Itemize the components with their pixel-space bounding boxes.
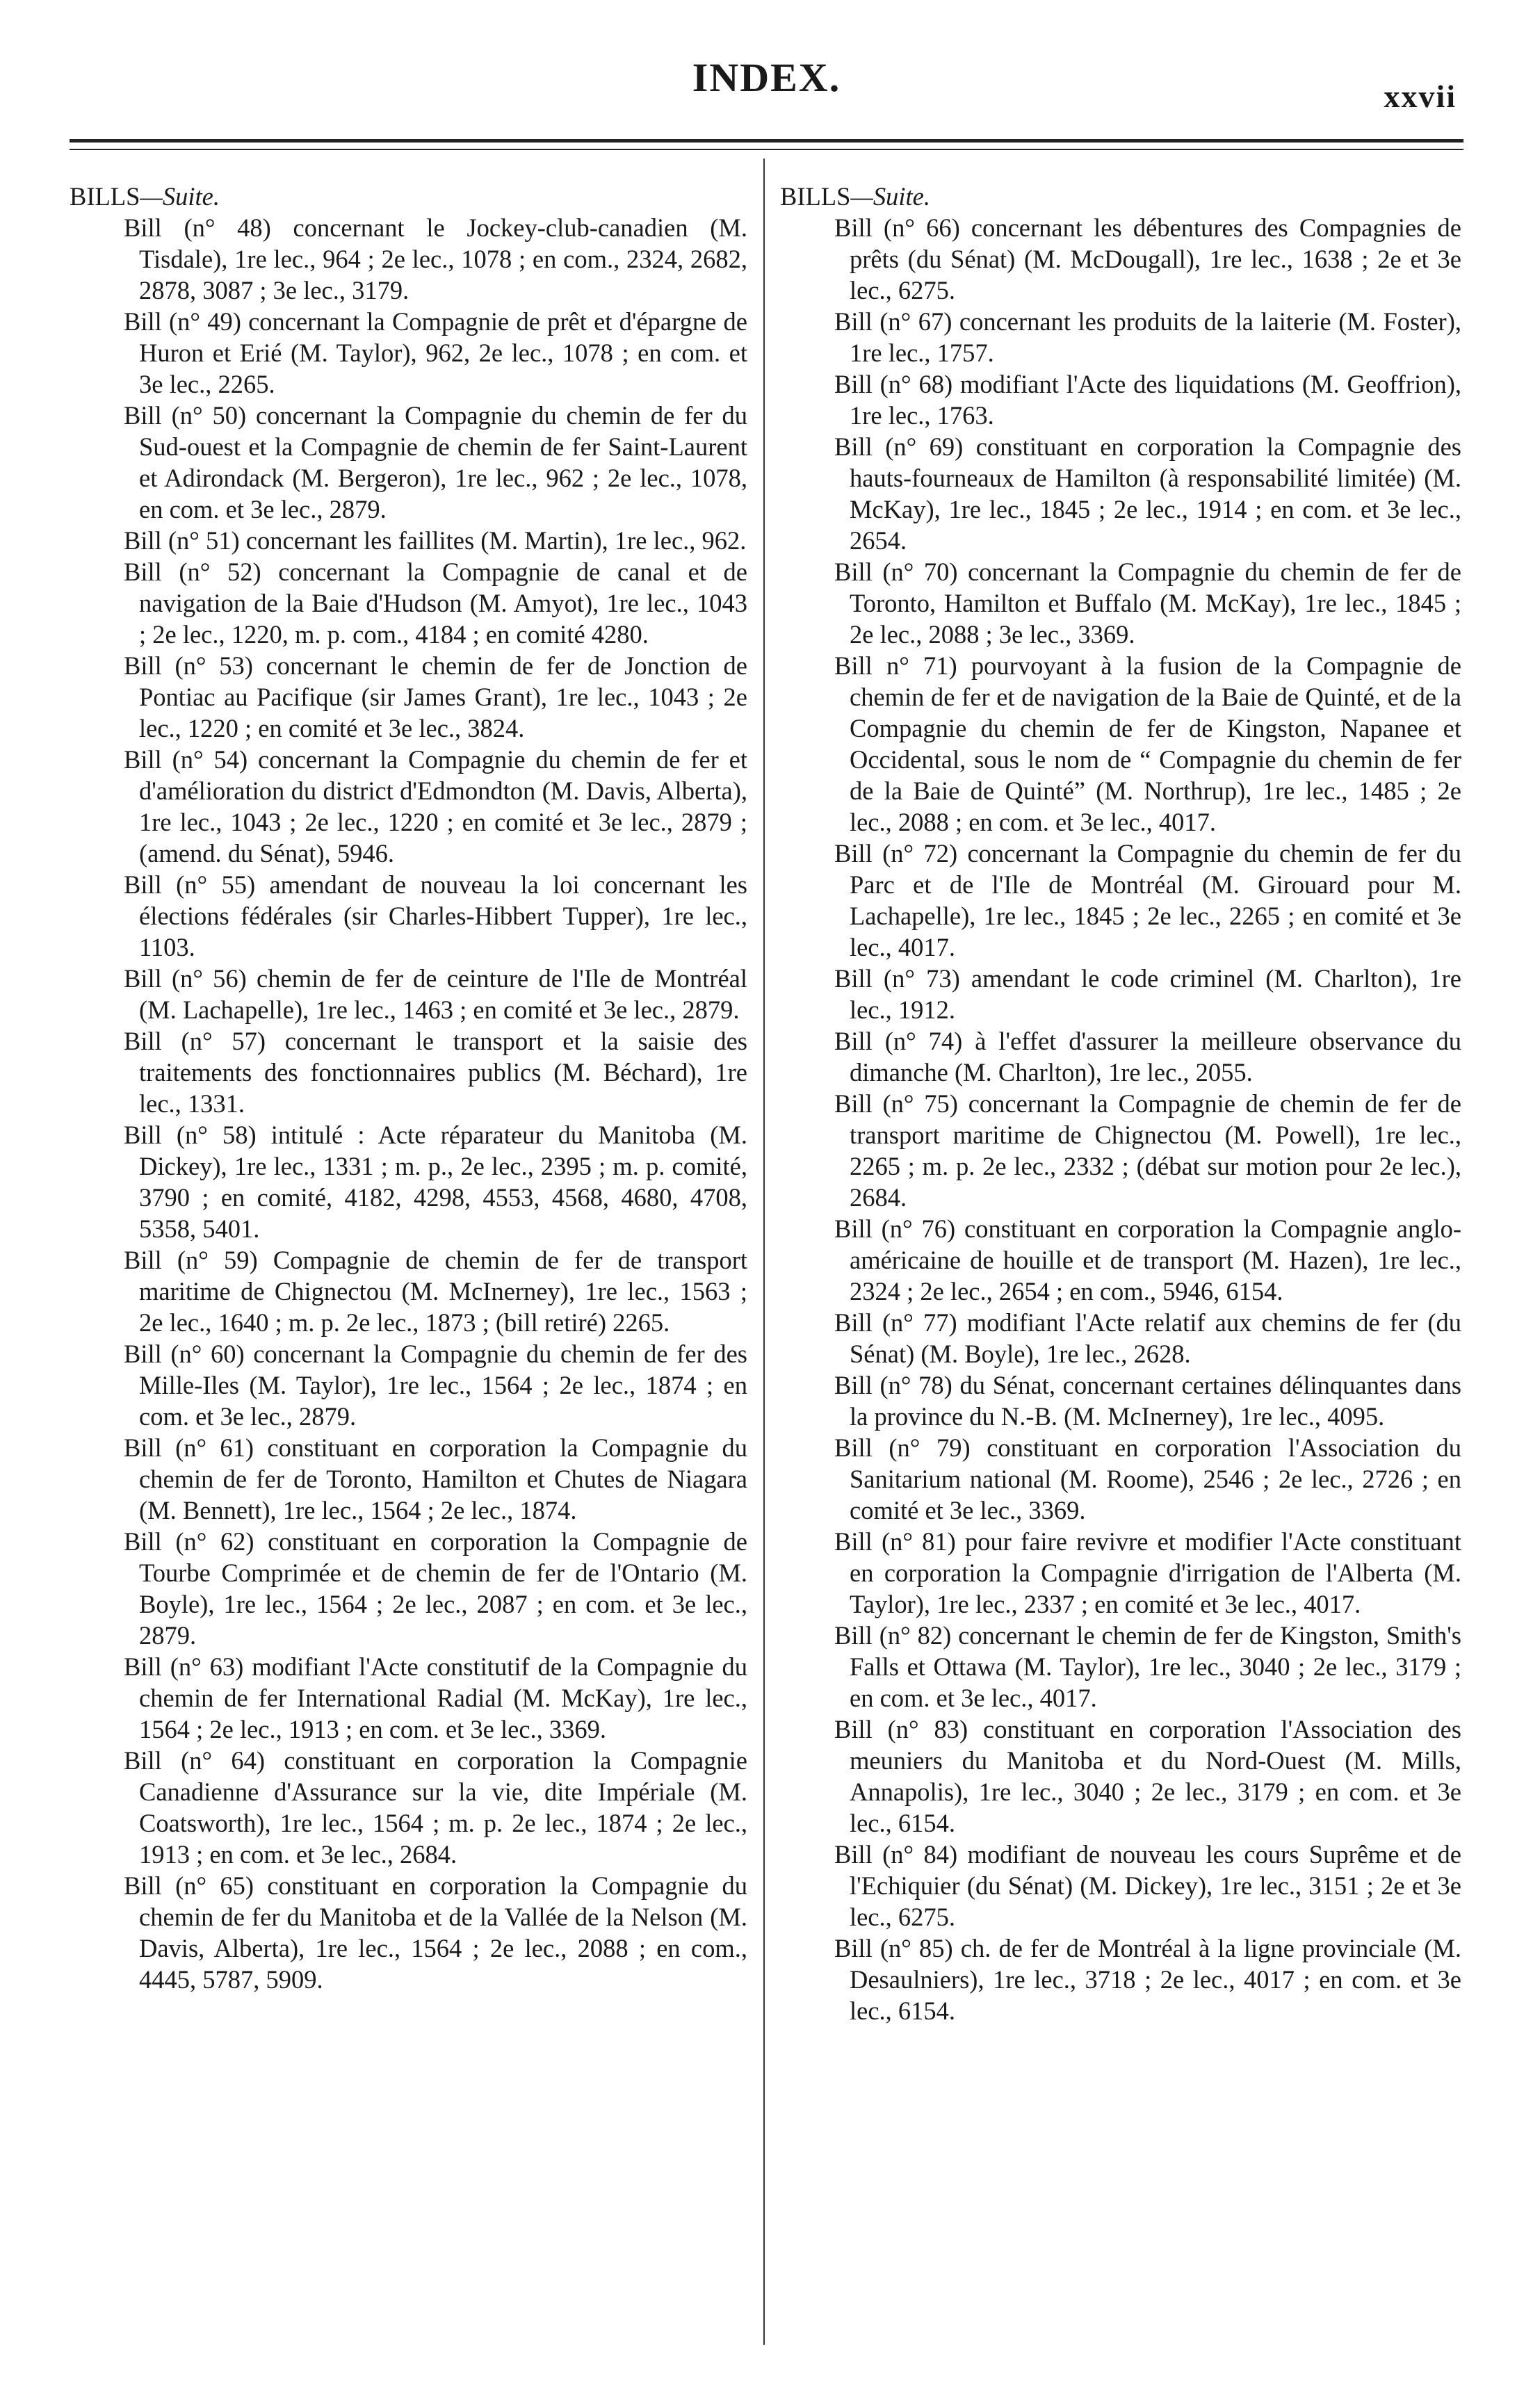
index-entry: Bill (n° 60) concernant la Compagnie du chemin de fer des Mille-Iles (M. Taylor), 1re lec., 1564 ; 2e lec., 1874 ; en com. et 3e lec., 2879. bbox=[124, 1340, 747, 1431]
header-rule-thin bbox=[70, 149, 1463, 150]
index-entry: Bill (n° 62) constituant en corporation la Compagnie de Tourbe Comprimée et de chemin de fer de l'Ontario (M. Boyle), 1re lec., 1564 ; 2e lec., 2087 ; en com. et 3e lec., 2879. bbox=[124, 1527, 747, 1650]
section-heading bbox=[780, 181, 1461, 212]
index-entry: Bill (n° 83) constituant en corporation l'Association des meuniers du Manitoba et du Nord-Ouest (M. Mills, Annapolis), 1re lec., 3040 ; 2e lec., 3179 ; en com. et 3e lec., 6154. bbox=[834, 1715, 1461, 1837]
index-entry: Bill (n° 78) du Sénat, concernant certaines délinquantes dans la province du N.-B. (M. McInerney), 1re lec., 4095. bbox=[834, 1371, 1461, 1431]
index-entry: Bill (n° 65) constituant en corporation la Compagnie du chemin de fer du Manitoba et de la Vallée de la Nelson (M. Davis, Alberta), 1re lec., 1564 ; 2e lec., 2088 ; en com., 4445, 5787, 5909. bbox=[124, 1871, 747, 1994]
index-entry: Bill (n° 70) concernant la Compagnie du chemin de fer de Toronto, Hamilton et Buffalo (M. McKay), 1re lec., 1845 ; 2e lec., 2088 ; 3e lec., 3369. bbox=[834, 558, 1461, 649]
index-entry: Bill (n° 81) pour faire revivre et modifier l'Acte constituant en corporation la Compagnie d'irrigation de l'Alberta (M. Taylor), 1re lec., 2337 ; en comité et 3e lec., 4017. bbox=[834, 1527, 1461, 1618]
index-entry: Bill (n° 56) chemin de fer de ceinture de l'Ile de Montréal (M. Lachapelle), 1re lec., 1463 ; en comité et 3e lec., 2879. bbox=[124, 964, 747, 1024]
section-title: BILLS bbox=[780, 182, 851, 211]
index-entry: Bill (n° 55) amendant de nouveau la loi concernant les élections fédérales (sir Charles-Hibbert Tupper), 1re lec., 1103. bbox=[124, 870, 747, 961]
index-entry: Bill (n° 59) Compagnie de chemin de fer de transport maritime de Chignectou (M. McInerney), 1re lec., 1563 ; 2e lec., 1640 ; m. p. 2e lec., 1873 ; (bill retiré) 2265. bbox=[124, 1246, 747, 1337]
index-entry: Bill (n° 69) constituant en corporation la Compagnie des hauts-fourneaux de Hamilton (à responsabilité limitée) (M. McKay), 1re lec., 1845 ; 2e lec., 1914 ; en com. et 3e lec., 2654. bbox=[834, 432, 1461, 555]
index-entry: Bill (n° 66) concernant les débentures des Compagnies de prêts (du Sénat) (M. McDougall), 1re lec., 1638 ; 2e et 3e lec., 6275. bbox=[834, 213, 1461, 304]
index-entry: Bill (n° 51) concernant les faillites (M. Martin), 1re lec., 962. bbox=[124, 526, 747, 555]
header-rule-thick bbox=[70, 139, 1463, 143]
index-entry: Bill (n° 54) concernant la Compagnie du chemin de fer et d'amélioration du district d'Edmondton (M. Davis, Alberta), 1re lec., 1043 ; 2e lec., 1220 ; en comité et 3e lec., 2879 ; (amend. du Sénat), 5946. bbox=[124, 745, 747, 868]
index-entry: Bill (n° 50) concernant la Compagnie du chemin de fer du Sud-ouest et la Compagnie de chemin de fer Saint-Laurent et Adirondack (M. Bergeron), 1re lec., 962 ; 2e lec., 1078, en com. et 3e lec., 2879. bbox=[124, 401, 747, 523]
index-entry: Bill (n° 79) constituant en corporation l'Association du Sanitarium national (M. Roome), 2546 ; 2e lec., 2726 ; en comité et 3e lec., 3369. bbox=[834, 1433, 1461, 1524]
index-entry: Bill (n° 53) concernant le chemin de fer de Jonction de Pontiac au Pacifique (sir James Grant), 1re lec., 1043 ; 2e lec., 1220 ; en comité et 3e lec., 3824. bbox=[124, 651, 747, 742]
page-number: xxvii bbox=[1384, 79, 1457, 114]
index-entry: Bill (n° 76) constituant en corporation la Compagnie anglo-américaine de houille et de transport (M. Hazen), 1re lec., 2324 ; 2e lec., 2654 ; en com., 5946, 6154. bbox=[834, 1214, 1461, 1305]
page-header bbox=[0, 0, 1533, 139]
left-column bbox=[70, 181, 747, 1995]
index-entry: Bill (n° 52) concernant la Compagnie de canal et de navigation de la Baie d'Hudson (M. Amyot), 1re lec., 1043 ; 2e lec., 1220, m. p. com., 4184 ; en comité 4280. bbox=[124, 558, 747, 649]
section-suffix: —Suite. bbox=[850, 182, 930, 211]
index-entry: Bill (n° 57) concernant le transport et la saisie des traitements des fonctionnaires publics (M. Béchard), 1re lec., 1331. bbox=[124, 1027, 747, 1118]
page-title: INDEX. bbox=[692, 55, 841, 100]
index-entry: Bill (n° 85) ch. de fer de Montréal à la ligne provinciale (M. Desaulniers), 1re lec., 3718 ; 2e lec., 4017 ; en com. et 3e lec., 6154. bbox=[834, 1934, 1461, 2025]
section-title: BILLS bbox=[70, 182, 140, 211]
index-entry: Bill (n° 67) concernant les produits de la laiterie (M. Foster), 1re lec., 1757. bbox=[834, 307, 1461, 367]
section-heading bbox=[70, 181, 747, 212]
index-entry: Bill n° 71) pourvoyant à la fusion de la Compagnie de chemin de fer et de navigation de la Baie de Quinté, et de la Compagnie du chemin de fer de Kingston, Napanee et Occidental, sous le nom de “ Compagnie du chemin de fer de la Baie de Quinté” (M. Northrup), 1re lec., 1485 ; 2e lec., 2088 ; en com. et 3e lec., 4017. bbox=[834, 651, 1461, 836]
index-entry: Bill (n° 63) modifiant l'Acte constitutif de la Compagnie du chemin de fer International Radial (M. McKay), 1re lec., 1564 ; 2e lec., 1913 ; en com. et 3e lec., 3369. bbox=[124, 1652, 747, 1743]
index-entry: Bill (n° 74) à l'effet d'assurer la meilleure observance du dimanche (M. Charlton), 1re lec., 2055. bbox=[834, 1027, 1461, 1087]
index-entry: Bill (n° 48) concernant le Jockey-club-canadien (M. Tisdale), 1re lec., 964 ; 2e lec., 1078 ; en com., 2324, 2682, 2878, 3087 ; 3e lec., 3179. bbox=[124, 213, 747, 304]
index-entry: Bill (n° 77) modifiant l'Acte relatif aux chemins de fer (du Sénat) (M. Boyle), 1re lec., 2628. bbox=[834, 1308, 1461, 1368]
index-entry: Bill (n° 61) constituant en corporation la Compagnie du chemin de fer de Toronto, Hamilton et Chutes de Niagara (M. Bennett), 1re lec., 1564 ; 2e lec., 1874. bbox=[124, 1433, 747, 1524]
index-entry: Bill (n° 58) intitulé : Acte réparateur du Manitoba (M. Dickey), 1re lec., 1331 ; m. p., 2e lec., 2395 ; m. p. comité, 3790 ; en comité, 4182, 4298, 4553, 4568, 4680, 4708, 5358, 5401. bbox=[124, 1121, 747, 1243]
index-entry: Bill (n° 72) concernant la Compagnie du chemin de fer du Parc et de l'Ile de Montréal (M. Girouard pour M. Lachapelle), 1re lec., 1845 ; 2e lec., 2265 ; en comité et 3e lec., 4017. bbox=[834, 839, 1461, 961]
index-entry: Bill (n° 75) concernant la Compagnie de chemin de fer de transport maritime de Chignectou (M. Powell), 1re lec., 2265 ; m. p. 2e lec., 2332 ; (débat sur motion pour 2e lec.), 2684. bbox=[834, 1089, 1461, 1212]
right-column bbox=[780, 181, 1461, 2026]
index-entry: Bill (n° 49) concernant la Compagnie de prêt et d'épargne de Huron et Erié (M. Taylor), 962, 2e lec., 1078 ; en com. et 3e lec., 2265. bbox=[124, 307, 747, 398]
index-entry: Bill (n° 64) constituant en corporation la Compagnie Canadienne d'Assurance sur la vie, dite Impériale (M. Coatsworth), 1re lec., 1564 ; m. p. 2e lec., 1874 ; 2e lec., 1913 ; en com. et 3e lec., 2684. bbox=[124, 1746, 747, 1869]
index-entry: Bill (n° 82) concernant le chemin de fer de Kingston, Smith's Falls et Ottawa (M. Taylor), 1re lec., 3040 ; 2e lec., 3179 ; en com. et 3e lec., 4017. bbox=[834, 1621, 1461, 1712]
index-entry: Bill (n° 73) amendant le code criminel (M. Charlton), 1re lec., 1912. bbox=[834, 964, 1461, 1024]
index-entry: Bill (n° 84) modifiant de nouveau les cours Suprême et de l'Echiquier (du Sénat) (M. Dickey), 1re lec., 3151 ; 2e et 3e lec., 6275. bbox=[834, 1840, 1461, 1931]
column-divider bbox=[763, 158, 765, 2345]
index-entry: Bill (n° 68) modifiant l'Acte des liquidations (M. Geoffrion), 1re lec., 1763. bbox=[834, 370, 1461, 430]
section-suffix: —Suite. bbox=[140, 182, 220, 211]
